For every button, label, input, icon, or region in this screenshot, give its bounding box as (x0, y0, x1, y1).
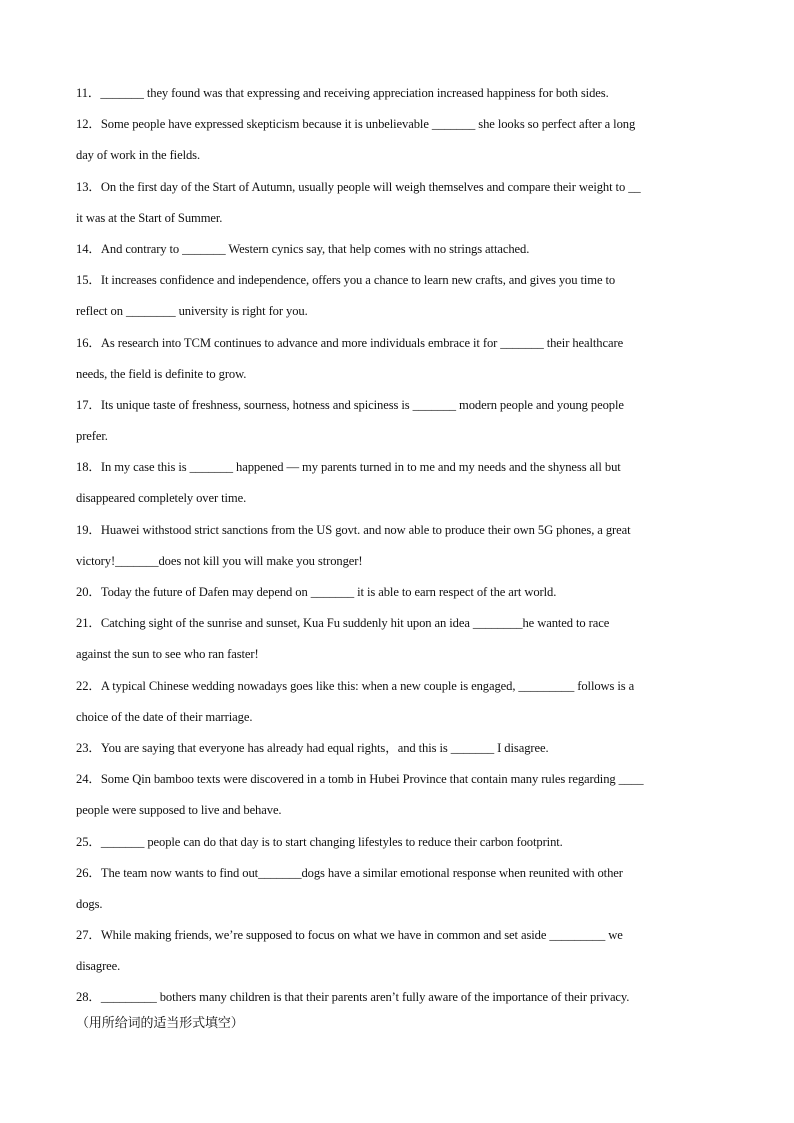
question-line: 16．As research into TCM continues to advance and more individuals embrace it for _______ their healthcare (76, 335, 624, 350)
question-line: 19．Huawei withstood strict sanctions from the US govt. and now able to produce their own 5G phones, a great (76, 522, 631, 537)
question-line: disappeared completely over time. (76, 491, 247, 506)
question-line: needs, the field is definite to grow. (76, 366, 247, 381)
question-line: reflect on ________ university is right for you. (76, 304, 308, 319)
question-line: dogs. (76, 896, 103, 911)
question-line: prefer. (76, 429, 108, 444)
question-line: it was at the Start of Summer. (76, 210, 223, 225)
section-instruction: （用所给词的适当形式填空） (76, 1015, 244, 1031)
question-line: 21．Catching sight of the sunrise and sunset, Kua Fu suddenly hit upon an idea ________he wanted to race (76, 616, 610, 631)
question-line: 20．Today the future of Dafen may depend on _______ it is able to earn respect of the art world. (76, 585, 557, 599)
question-line: 25．_______ people can do that day is to start changing lifestyles to reduce their carbon footprint. (76, 834, 563, 849)
question-line: 28．_________ bothers many children is that their parents aren’t fully aware of the importance of their privacy. (76, 990, 630, 1005)
question-line: 23．You are saying that everyone has already had equal rights，and this is _______ I disagree. (76, 740, 549, 755)
question-line: 26．The team now wants to find out_______dogs have a similar emotional response when reunited with other (76, 865, 623, 880)
question-line: 11．_______ they found was that expressing and receiving appreciation increased happiness for both sides. (76, 86, 609, 100)
question-line: 14．And contrary to _______ Western cynics say, that help comes with no strings attached. (76, 241, 530, 256)
question-line: 24．Some Qin bamboo texts were discovered in a tomb in Hubei Province that contain many rules regarding ____ (76, 772, 644, 787)
question-line: 15．It increases confidence and independence, offers you a chance to learn new crafts, and gives you time to (76, 273, 616, 288)
question-line: 17．Its unique taste of freshness, sourness, hotness and spiciness is _______ modern people and young people (76, 397, 624, 412)
question-line: against the sun to see who ran faster! (76, 647, 259, 662)
question-line: victory!_______does not kill you will make you stronger! (76, 553, 363, 568)
worksheet-page (76, 78, 722, 1039)
question-line: 13．On the first day of the Start of Autumn, usually people will weigh themselves and compare their weight to __ (76, 179, 641, 194)
question-line: 18．In my case this is _______ happened — my parents turned in to me and my needs and the shyness all but (76, 460, 621, 475)
question-line: disagree. (76, 959, 121, 974)
question-line: people were supposed to live and behave. (76, 803, 282, 818)
question-line: 27．While making friends, we’re supposed to focus on what we have in common and set aside _________ we (76, 928, 623, 943)
question-line: choice of the date of their marriage. (76, 709, 253, 724)
question-line: 12．Some people have expressed skepticism because it is unbelievable _______ she looks so perfect after a long (76, 117, 636, 132)
question-line: day of work in the fields. (76, 148, 201, 163)
question-line: 22．A typical Chinese wedding nowadays goes like this: when a new couple is engaged, _________ follows is a (76, 678, 635, 693)
